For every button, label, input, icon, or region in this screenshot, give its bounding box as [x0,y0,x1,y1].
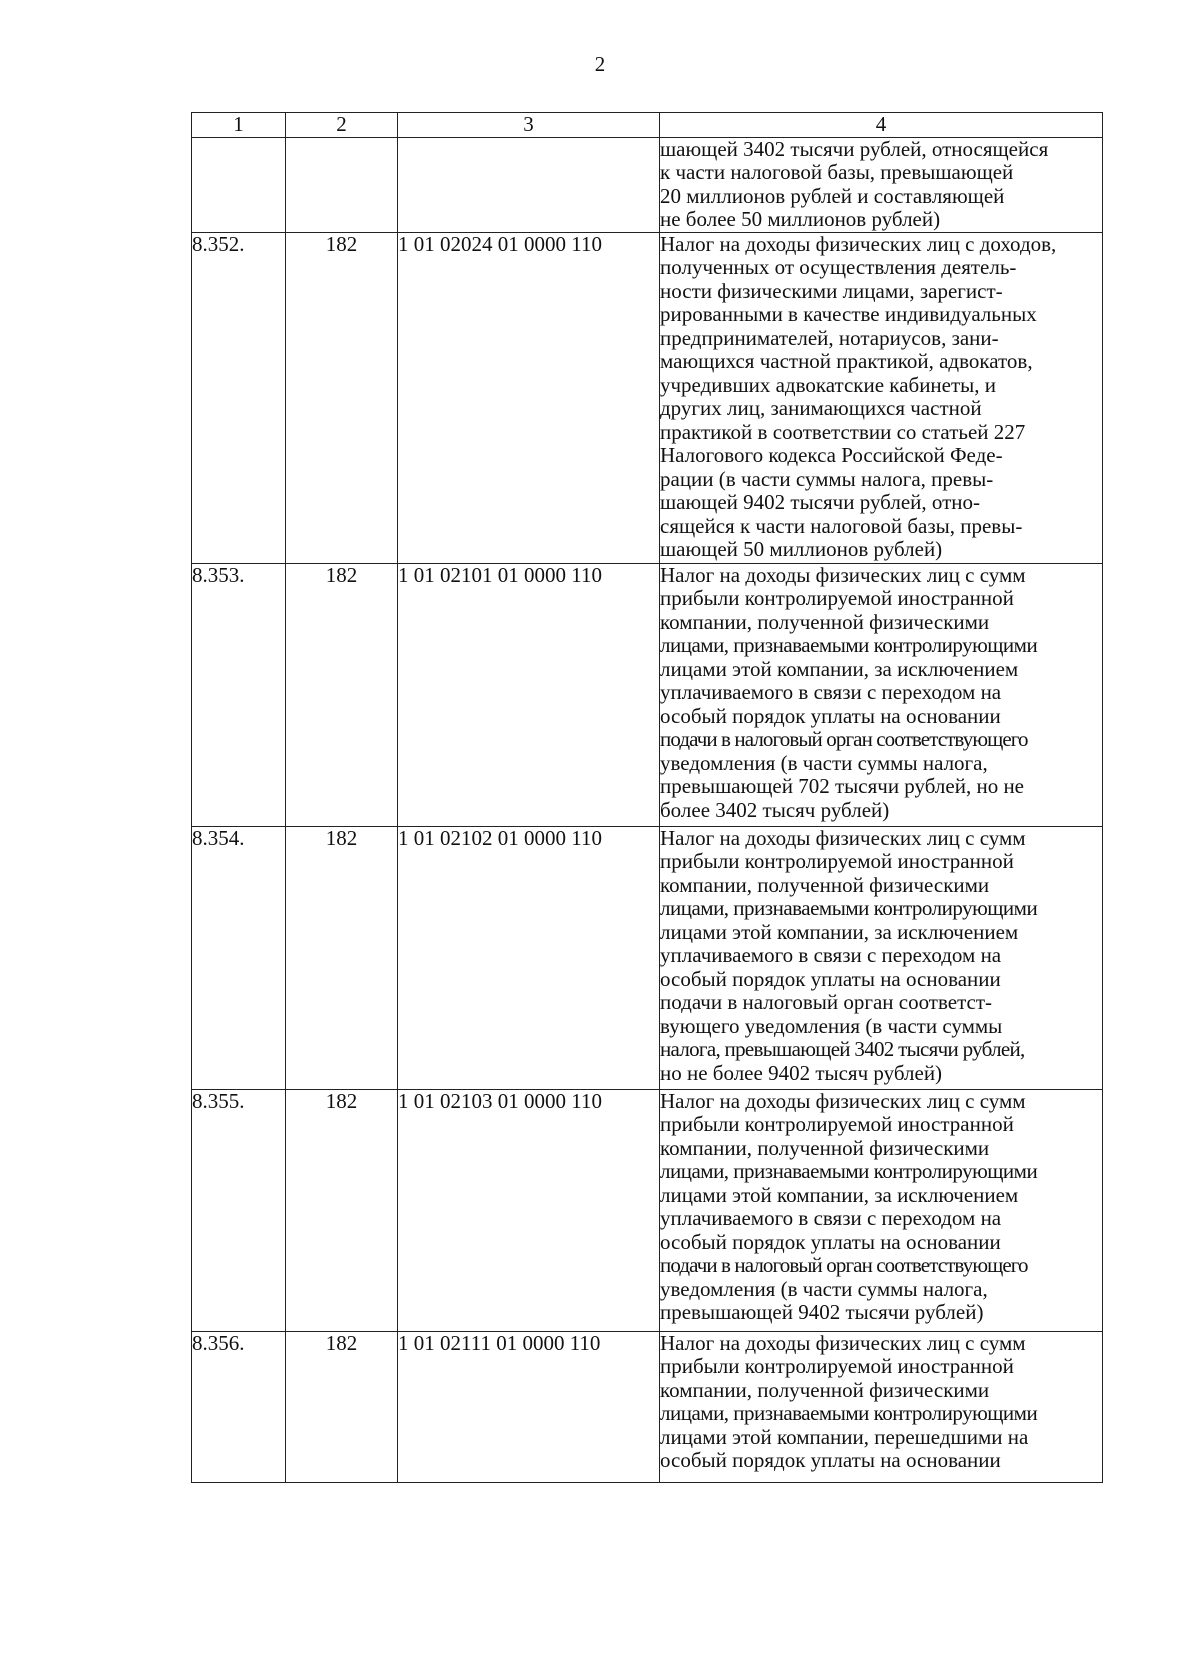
description-line: лицами, признаваемыми контролирующими [660,1401,1038,1425]
description-line: компании, полученной физическими [660,1377,990,1402]
description-line: лицами, признаваемыми контролирующими [660,1159,1038,1183]
budget-code: 1 01 02102 01 0000 110 [398,826,660,1089]
admin-code: 182 [286,1089,398,1331]
description-line: сящейся к части налоговой базы, превы- [660,513,1023,538]
description-cell [660,1331,1103,1482]
description-line: подачи в налоговый орган соответст- [660,990,993,1014]
budget-code: 1 01 02024 01 0000 110 [398,232,660,563]
description-line: Налог на доходы физических лиц с сумм [660,1331,1026,1355]
header-cell: 2 [286,113,398,138]
row-number: 8.353. [192,563,286,826]
description-line: лицами этой компании, за исключением [660,656,1019,681]
admin-code: 182 [286,1331,398,1482]
description-line: превышающей 702 тысячи рублей, но не [660,774,1025,798]
description-line: лицами этой компании, за исключением [660,919,1019,944]
row-number: 8.355. [192,1089,286,1331]
budget-code: 1 01 02103 01 0000 110 [398,1089,660,1331]
description-line: других лиц, занимающихся частной [660,396,982,420]
row-number: 8.354. [192,826,286,1089]
description-line: практикой в соответствии со статьей 227 [660,419,1026,444]
description-line: особый порядок уплаты на основании [660,966,1001,991]
table-header-row [192,113,1103,138]
description-line: налога, превышающей 3402 тысячи рублей, [660,1037,1025,1061]
table-row-continuation [192,137,1103,232]
description-line: лицами, признаваемыми контролирующими [660,633,1038,657]
table-row [192,563,1103,826]
header-cell: 3 [398,113,660,138]
description-line: Налог на доходы физических лиц с сумм [660,1089,1026,1113]
admin-code: 182 [286,563,398,826]
description-cell [660,1089,1103,1331]
description-line: к части налоговой базы, превышающей [660,160,1014,184]
description-line: Налог на доходы физических лиц с сумм [660,563,1026,587]
table-row [192,1331,1103,1482]
description-line: подачи в налоговый орган соответствующего [660,727,1028,751]
header-cell: 4 [660,113,1103,138]
description-line: прибыли контролируемой иностранной [660,849,1014,873]
description-line: шающей 9402 тысячи рублей, отно- [660,490,981,514]
description-line: вующего уведомления (в части суммы [660,1013,1003,1038]
table-row [192,232,1103,563]
description-line: лицами этой компании, перешедшими на [660,1424,1029,1449]
description-line: подачи в налоговый орган соответствующего [660,1253,1028,1277]
budget-classification-table [191,112,1103,1483]
description-line: уведомления (в части суммы налога, [660,750,988,775]
admin-code: 182 [286,826,398,1089]
description-line: Налогового кодекса Российской Феде- [660,443,1003,467]
empty-cell [192,137,286,232]
description-line: но не более 9402 тысяч рублей) [660,1060,943,1085]
page-number: 2 [594,52,606,76]
description-line: особый порядок уплаты на основании [660,1448,1001,1472]
description-line: 20 миллионов рублей и составляющей [660,183,1005,208]
description-cell [660,563,1103,826]
description-line: уведомления (в части суммы налога, [660,1276,988,1301]
description-line: превышающей 9402 тысячи рублей) [660,1300,984,1324]
admin-code: 182 [286,232,398,563]
header-cell: 1 [192,113,286,138]
description-line: прибыли контролируемой иностранной [660,1354,1014,1378]
empty-cell [286,137,398,232]
description-line: Налог на доходы физических лиц с сумм [660,826,1026,850]
description-cell [660,826,1103,1089]
budget-code: 1 01 02111 01 0000 110 [398,1331,660,1482]
row-number: 8.352. [192,232,286,563]
description-line: лицами этой компании, за исключением [660,1182,1019,1207]
description-line: более 3402 тысяч рублей) [660,797,890,822]
description-line: уплачиваемого в связи с переходом на [660,943,1002,967]
table-row [192,1089,1103,1331]
description-cell [660,232,1103,563]
budget-code: 1 01 02101 01 0000 110 [398,563,660,826]
description-line: компании, полученной физическими [660,872,990,897]
description-line: шающей 50 миллионов рублей) [660,537,943,561]
description-line: особый порядок уплаты на основании [660,1229,1001,1254]
description-line: уплачиваемого в связи с переходом на [660,1206,1002,1230]
description-line: полученных от осуществления деятель- [660,255,1017,279]
table-row [192,826,1103,1089]
description-line: мающихся частной практикой, адвокатов, [660,349,1033,373]
description-cell [660,137,1103,232]
description-line: компании, полученной физическими [660,609,990,634]
row-number: 8.356. [192,1331,286,1482]
description-line: рированными в качестве индивидуальных [660,302,1037,326]
description-line: предпринимателей, нотариусов, зани- [660,325,999,350]
description-line: уплачиваемого в связи с переходом на [660,680,1002,704]
empty-cell [398,137,660,232]
description-line: особый порядок уплаты на основании [660,703,1001,728]
description-line: прибыли контролируемой иностранной [660,586,1014,610]
description-line: учредивших адвокатские кабинеты, и [660,372,997,397]
description-line: рации (в части суммы налога, превы- [660,466,994,491]
description-line: шающей 3402 тысячи рублей, относящейся [660,137,1049,161]
description-line: лицами, признаваемыми контролирующими [660,896,1038,920]
description-line: компании, полученной физическими [660,1135,990,1160]
description-line: Налог на доходы физических лиц с доходов, [660,232,1057,256]
description-line: ности физическими лицами, зарегист- [660,278,1003,303]
description-line: прибыли контролируемой иностранной [660,1112,1014,1136]
description-line: не более 50 миллионов рублей) [660,207,941,231]
